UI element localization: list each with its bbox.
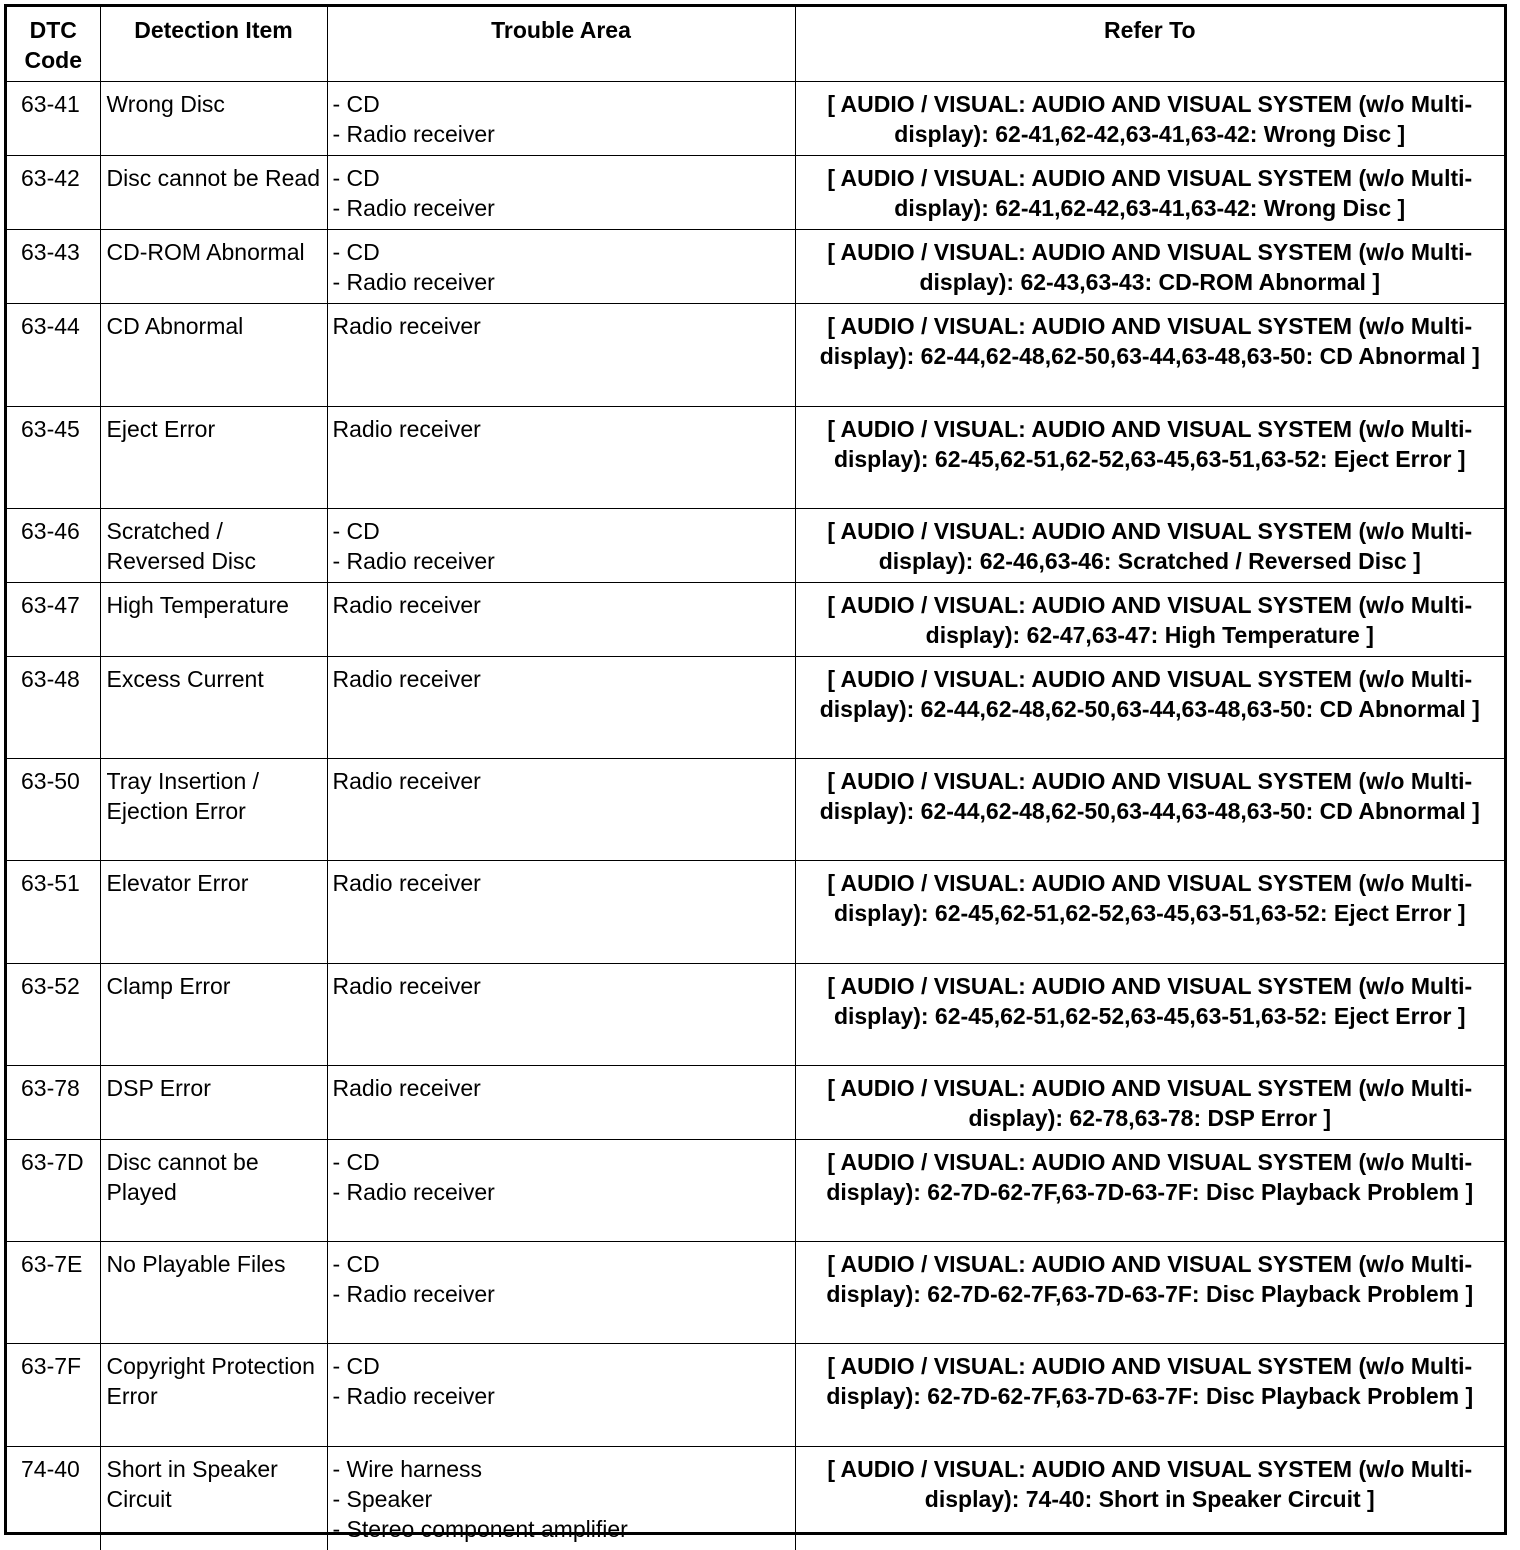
table-row [7, 304, 1504, 407]
trouble-area-cell [327, 82, 795, 156]
table-row [7, 156, 1504, 230]
detection-item-cell: Disc cannot be Played [100, 1140, 327, 1242]
trouble-area-item: Radio receiver [333, 868, 789, 898]
dtc-code-cell: 63-7F [7, 1344, 100, 1447]
trouble-area-cell [327, 1447, 795, 1550]
dtc-code-cell: 63-43 [7, 230, 100, 304]
dtc-code-cell: 74-40 [7, 1447, 100, 1550]
header-dtc-code: DTC Code [7, 7, 100, 82]
refer-to-link[interactable]: [ AUDIO / VISUAL: AUDIO AND VISUAL SYSTEM (w/o Multi-display): 74-40: Short in Speaker Circuit ] [795, 1447, 1504, 1550]
detection-item-cell: Short in Speaker Circuit [100, 1447, 327, 1550]
refer-to-link[interactable]: [ AUDIO / VISUAL: AUDIO AND VISUAL SYSTEM (w/o Multi-display): 62-45,62-51,62-52,63-45,63-51,63-52: Eject Error ] [795, 407, 1504, 509]
table-body [7, 82, 1504, 1550]
refer-to-link[interactable]: [ AUDIO / VISUAL: AUDIO AND VISUAL SYSTEM (w/o Multi-display): 62-47,63-47: High Temperature ] [795, 583, 1504, 657]
trouble-area-cell [327, 1242, 795, 1344]
trouble-area-item: - Speaker [333, 1484, 789, 1514]
trouble-area-cell [327, 583, 795, 657]
refer-to-link[interactable]: [ AUDIO / VISUAL: AUDIO AND VISUAL SYSTEM (w/o Multi-display): 62-45,62-51,62-52,63-45,63-51,63-52: Eject Error ] [795, 964, 1504, 1066]
trouble-area-item: - CD [333, 89, 789, 119]
refer-to-link[interactable]: [ AUDIO / VISUAL: AUDIO AND VISUAL SYSTEM (w/o Multi-display): 62-44,62-48,62-50,63-44,63-48,63-50: CD Abnormal ] [795, 304, 1504, 407]
trouble-area-item: Radio receiver [333, 1073, 789, 1103]
refer-to-link[interactable]: [ AUDIO / VISUAL: AUDIO AND VISUAL SYSTEM (w/o Multi-display): 62-7D-62-7F,63-7D-63-7F: Disc Playback Problem ] [795, 1344, 1504, 1447]
detection-item-cell: DSP Error [100, 1066, 327, 1140]
table-row [7, 1344, 1504, 1447]
refer-to-link[interactable]: [ AUDIO / VISUAL: AUDIO AND VISUAL SYSTEM (w/o Multi-display): 62-7D-62-7F,63-7D-63-7F: Disc Playback Problem ] [795, 1242, 1504, 1344]
trouble-area-item: Radio receiver [333, 414, 789, 444]
trouble-area-item: Radio receiver [333, 590, 789, 620]
trouble-area-cell [327, 1140, 795, 1242]
table-row [7, 1447, 1504, 1550]
refer-to-link[interactable]: [ AUDIO / VISUAL: AUDIO AND VISUAL SYSTEM (w/o Multi-display): 62-44,62-48,62-50,63-44,63-48,63-50: CD Abnormal ] [795, 759, 1504, 861]
trouble-area-cell [327, 964, 795, 1066]
trouble-area-item: - CD [333, 1249, 789, 1279]
trouble-area-item: Radio receiver [333, 971, 789, 1001]
dtc-code-cell: 63-48 [7, 657, 100, 759]
dtc-code-cell: 63-78 [7, 1066, 100, 1140]
header-row [7, 7, 1504, 82]
header-trouble-area: Trouble Area [327, 7, 795, 82]
trouble-area-item: - Radio receiver [333, 193, 789, 223]
detection-item-cell: Tray Insertion / Ejection Error [100, 759, 327, 861]
refer-to-link[interactable]: [ AUDIO / VISUAL: AUDIO AND VISUAL SYSTEM (w/o Multi-display): 62-45,62-51,62-52,63-45,63-51,63-52: Eject Error ] [795, 861, 1504, 964]
detection-item-cell: High Temperature [100, 583, 327, 657]
detection-item-cell: Scratched / Reversed Disc [100, 509, 327, 583]
dtc-code-cell: 63-46 [7, 509, 100, 583]
dtc-code-cell: 63-7E [7, 1242, 100, 1344]
trouble-area-item: - CD [333, 237, 789, 267]
refer-to-link[interactable]: [ AUDIO / VISUAL: AUDIO AND VISUAL SYSTEM (w/o Multi-display): 62-78,63-78: DSP Error ] [795, 1066, 1504, 1140]
dtc-code-cell: 63-7D [7, 1140, 100, 1242]
table-row [7, 964, 1504, 1066]
trouble-area-cell [327, 861, 795, 964]
trouble-area-item: - Stereo component amplifier [333, 1514, 789, 1544]
table-row [7, 583, 1504, 657]
detection-item-cell: Copyright Protection Error [100, 1344, 327, 1447]
detection-item-cell: Excess Current [100, 657, 327, 759]
dtc-code-cell: 63-42 [7, 156, 100, 230]
detection-item-cell: No Playable Files [100, 1242, 327, 1344]
trouble-area-cell [327, 509, 795, 583]
trouble-area-cell [327, 156, 795, 230]
detection-item-cell: Clamp Error [100, 964, 327, 1066]
detection-item-cell: Disc cannot be Read [100, 156, 327, 230]
trouble-area-item: Radio receiver [333, 311, 789, 341]
dtc-table-frame [4, 4, 1507, 1535]
trouble-area-item: - CD [333, 163, 789, 193]
dtc-code-cell: 63-44 [7, 304, 100, 407]
trouble-area-cell [327, 657, 795, 759]
refer-to-link[interactable]: [ AUDIO / VISUAL: AUDIO AND VISUAL SYSTEM (w/o Multi-display): 62-44,62-48,62-50,63-44,63-48,63-50: CD Abnormal ] [795, 657, 1504, 759]
trouble-area-item: - Radio receiver [333, 1177, 789, 1207]
refer-to-link[interactable]: [ AUDIO / VISUAL: AUDIO AND VISUAL SYSTEM (w/o Multi-display): 62-41,62-42,63-41,63-42: Wrong Disc ] [795, 82, 1504, 156]
refer-to-link[interactable]: [ AUDIO / VISUAL: AUDIO AND VISUAL SYSTEM (w/o Multi-display): 62-41,62-42,63-41,63-42: Wrong Disc ] [795, 156, 1504, 230]
table-row [7, 1066, 1504, 1140]
detection-item-cell: Wrong Disc [100, 82, 327, 156]
trouble-area-item: - Radio receiver [333, 1381, 789, 1411]
trouble-area-cell [327, 230, 795, 304]
refer-to-link[interactable]: [ AUDIO / VISUAL: AUDIO AND VISUAL SYSTEM (w/o Multi-display): 62-7D-62-7F,63-7D-63-7F: Disc Playback Problem ] [795, 1140, 1504, 1242]
refer-to-link[interactable]: [ AUDIO / VISUAL: AUDIO AND VISUAL SYSTEM (w/o Multi-display): 62-46,63-46: Scratched / Reversed Disc ] [795, 509, 1504, 583]
table-row [7, 82, 1504, 156]
trouble-area-cell [327, 1066, 795, 1140]
trouble-area-item: - Radio receiver [333, 1279, 789, 1309]
table-row [7, 509, 1504, 583]
dtc-code-cell: 63-41 [7, 82, 100, 156]
trouble-area-item: - Radio receiver [333, 119, 789, 149]
header-refer-to: Refer To [795, 7, 1504, 82]
trouble-area-item: - CD [333, 1351, 789, 1381]
dtc-table [7, 7, 1504, 1550]
detection-item-cell: CD-ROM Abnormal [100, 230, 327, 304]
trouble-area-item: - CD [333, 1147, 789, 1177]
trouble-area-cell [327, 304, 795, 407]
table-row [7, 230, 1504, 304]
detection-item-cell: Eject Error [100, 407, 327, 509]
trouble-area-item: - Radio receiver [333, 546, 789, 576]
trouble-area-item: Radio receiver [333, 766, 789, 796]
table-row [7, 1140, 1504, 1242]
table-row [7, 407, 1504, 509]
detection-item-cell: CD Abnormal [100, 304, 327, 407]
dtc-code-cell: 63-51 [7, 861, 100, 964]
trouble-area-cell [327, 407, 795, 509]
refer-to-link[interactable]: [ AUDIO / VISUAL: AUDIO AND VISUAL SYSTEM (w/o Multi-display): 62-43,63-43: CD-ROM Abnormal ] [795, 230, 1504, 304]
trouble-area-cell [327, 759, 795, 861]
dtc-code-cell: 63-52 [7, 964, 100, 1066]
table-row [7, 861, 1504, 964]
dtc-code-cell: 63-45 [7, 407, 100, 509]
trouble-area-item: Radio receiver [333, 664, 789, 694]
trouble-area-cell [327, 1344, 795, 1447]
dtc-code-cell: 63-50 [7, 759, 100, 861]
trouble-area-item: - Wire harness [333, 1454, 789, 1484]
dtc-code-cell: 63-47 [7, 583, 100, 657]
table-row [7, 759, 1504, 861]
trouble-area-item: - Radio receiver [333, 267, 789, 297]
detection-item-cell: Elevator Error [100, 861, 327, 964]
table-row [7, 1242, 1504, 1344]
trouble-area-item: - CD [333, 516, 789, 546]
table-row [7, 657, 1504, 759]
header-detection-item: Detection Item [100, 7, 327, 82]
